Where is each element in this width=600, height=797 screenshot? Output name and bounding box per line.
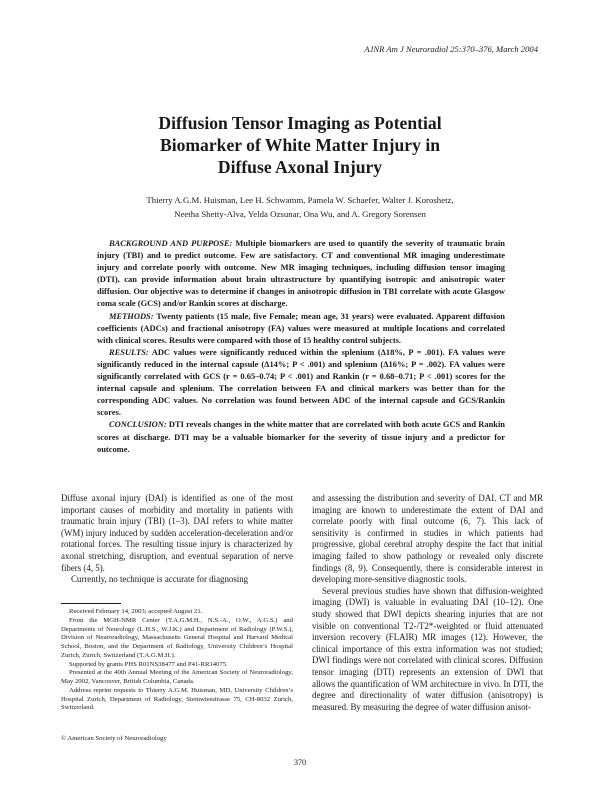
- author-line: Neetha Shetty-Alva, Yelda Ozsunar, Ona Wu, and A. Gregory Sorensen: [174, 208, 426, 219]
- abstract-text: DTI reveals changes in the white matter that are correlated with both acute GCS and Rankin scores at discharge. DTI may be a valuable biomarker for the severity of tissue injury and a predictor for outcome.: [97, 419, 505, 454]
- abstract-text: Multiple biomarkers are used to quantify the severity of traumatic brain injury (TBI) and to predict outcome. Few are satisfactory. CT and conventional MR imaging underestimate injury and correlate poorly with outcome. New MR imaging techniques, including diffusion tensor imaging (DTI), can provide information about brain ultrastructure by quantifying isotropic and anisotropic water diffusion. Our objective was to determine if changes in anisotropic diffusion in TBI correlate with acute Glasgow coma scale (GCS) and/or Rankin scores at discharge.: [97, 238, 506, 309]
- footnote-received: Received February 14, 2003; accepted August 21.: [69, 608, 203, 615]
- copyright: © American Society of Neuroradiology: [61, 735, 167, 742]
- footnote-presented: Presented at the 40th Annual Meeting of the American Society of Neuroradiology, May 2002, Vancouver, British Columbia, Canada.: [61, 669, 293, 685]
- title-line: Biomarker of White Matter Injury in: [159, 135, 440, 155]
- title-line: Diffuse Axonal Injury: [217, 157, 383, 177]
- abstract-results: [97, 346, 505, 419]
- author-line: Thierry A.G.M. Huisman, Lee H. Schwamm, Pamela W. Schaefer, Walter J. Koroshetz,: [146, 195, 454, 205]
- abstract-methods: [97, 310, 505, 346]
- abstract-conclusion: [97, 418, 505, 454]
- abstract-label: CONCLUSION:: [109, 419, 167, 430]
- footnotes: [61, 608, 293, 713]
- body-paragraph: Currently, no technique is accurate for diagnosing: [71, 574, 249, 585]
- running-header: [364, 44, 538, 54]
- journal-name: AJNR Am J Neuroradiol: [364, 44, 449, 54]
- abstract-text: ADC values were significantly reduced within the splenium (Δ18%, P = .001). FA values were significantly reduced in the internal capsule (Δ14%; P < .001) and splenium (Δ16%; P = .002). FA values were significantly correlated with GCS (r = 0.65–0.74; P < .001) and Rankin (r = 0.68–0.71; P < .001) scores for the internal capsule and splenium. The correlation between FA and clinical markers was better than for the corresponding ADC values. No correlation was found between ADC of the internal capsule and GCS/Rankin scores.: [97, 346, 505, 418]
- article-title: [60, 112, 540, 178]
- footnote-support: Supported by grants PHS R01NS38477 and P41-RR14075.: [69, 660, 228, 668]
- body-column-left: [61, 493, 293, 586]
- abstract-label: METHODS:: [109, 310, 154, 321]
- author-list: [100, 194, 500, 221]
- footnote-divider: [61, 603, 121, 604]
- title-line: Diffusion Tensor Imaging as Potential: [158, 113, 442, 133]
- abstract-label: RESULTS:: [109, 346, 149, 357]
- footnote-reprints: Address reprint requests to Thierry A.G.M. Huisman, MD, University Children’s Hospital Zurich, Department of Radiology, Steinwiesstrasse 75, CH-8032 Zurich, Switzerland.: [61, 686, 293, 712]
- body-paragraph: Diffuse axonal injury (DAI) is identified as one of the most important causes of morbidity and mortality in patients with traumatic brain injury (TBI) (1–3). DAI refers to white matter (WM) injury induced by sudden acceleration-deceleration and/or rotational forces. The resulting tissue injury is characterized by axonal stretching, disruption, and eventual separation of nerve fibers (4, 5).: [61, 493, 293, 573]
- abstract-background: [97, 237, 505, 310]
- abstract-text: Twenty patients (15 male, five Female; mean age, 31 years) were evaluated. Apparent diffusion coefficients (ADCs) and fractional anisotropy (FA) values were measured at multiple locations and correlated with clinical scores. Results were compared with those of 15 healthy control subjects.: [97, 310, 505, 345]
- body-paragraph: Several previous studies have shown that diffusion-weighted imaging (DWI) is valuable in evaluating DAI (10–12). One study showed that DWI depicts shearing injuries that are not visible on conventional T2-/T2*-weighted or fluid attenuated inversion recovery (FLAIR) MR images (12). However, the clinical importance of this extra information was not studied; DWI findings were not correlated with clinical scores. Diffusion tensor imaging (DTI) represents an extension of DWI that allows the quantification of WM architecture in vivo. In DTI, the degree and directionality of water diffusion (anisotropy) is measured. By measuring the degree of water diffusion anisot-: [312, 585, 544, 712]
- abstract-label: BACKGROUND AND PURPOSE:: [109, 238, 233, 248]
- abstract: [97, 237, 505, 455]
- footnote-affiliation: From the MGH-NMR Center (T.A.G.M.H., N.S.-A., O.W., A.G.S.) and Departments of Neurology (L.H.S., W.J.K.) and Department of Radiology (P.W.S.), Division of Neuroradiology, Massachusetts General Hospital and Harvard Medical School, Boston, and the Department of Radiology, University Children’s Hospital Zurich, Zurich, Switzerland (T.A.G.M.H.).: [61, 616, 293, 659]
- citation: 25:370–376, March 2004: [448, 44, 538, 54]
- body-paragraph: and assessing the distribution and severity of DAI. CT and MR imaging are known to underestimate the extent of DAI and correlate poorly with final outcome (6, 7). This lack of sensitivity is confirmed in studies in which patients had progressive, global cerebral atrophy despite the fact that initial imaging failed to show pathology or revealed only discrete findings (8, 9). Consequently, there is considerable interest in developing more-sensitive diagnostic tools.: [312, 493, 543, 585]
- body-column-right: [312, 493, 543, 713]
- page-number: 370: [293, 758, 307, 767]
